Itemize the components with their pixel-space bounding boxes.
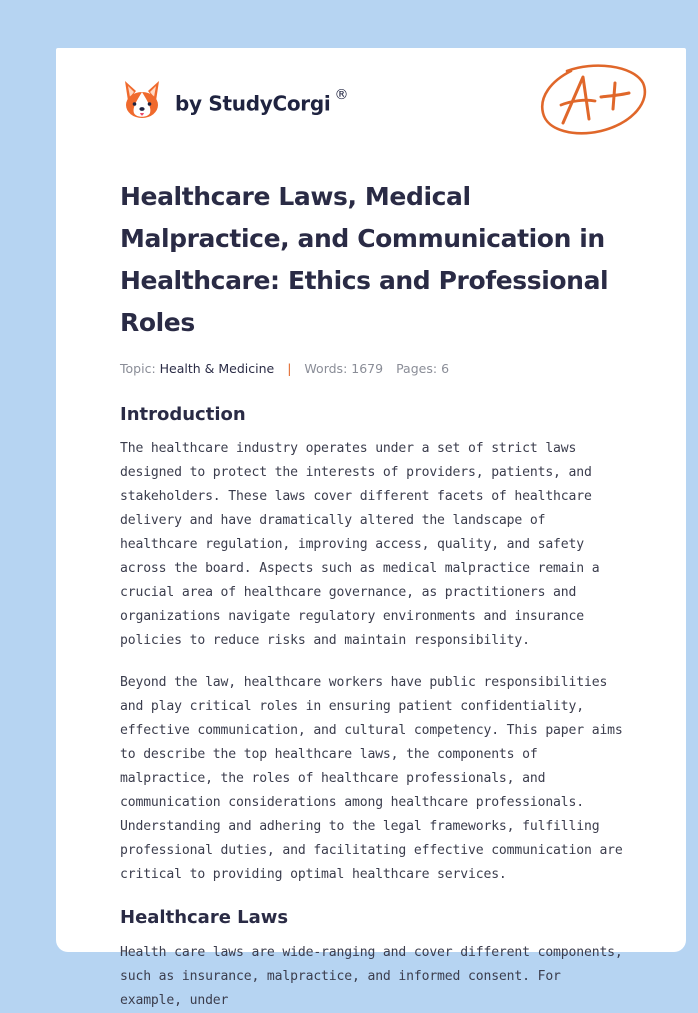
article-meta [120,361,630,376]
topic-link[interactable]: Health & Medicine [159,361,275,376]
grade-badge-text: A+ [537,59,539,60]
registered-mark: ® [334,86,349,103]
section-heading-introduction: Introduction [120,404,246,425]
a-plus-grade-badge [537,59,649,139]
meta-separator: | [287,361,292,376]
brand-name: by StudyCorgi ® [175,86,349,116]
topic-label: Topic: [120,361,156,376]
document-page [56,48,686,1008]
corgi-icon [122,77,162,121]
pages-label: Pages: [396,361,438,376]
paragraph: Health care laws are wide-ranging and cover different components, such as insurance, malpractice, and informed consent. For example, under [120,945,623,1008]
paragraph: Beyond the law, healthcare workers have public responsibilities and play critical roles in ensuring patient confidentiality, effective communication, and cultural competency. This paper aims to describe the top healthcare laws, the components of malpractice, the roles of healthcare professionals, and communication considerations among healthcare professionals. Understanding and adhering to the legal frameworks, fulfilling professional duties, and facilitating effective communication are critical to providing optimal healthcare services. [120,675,623,882]
article-title: Healthcare Laws, Medical Malpractice, and Communication in Healthcare: Ethics and Professional Roles [120,182,609,337]
studycorgi-logo[interactable] [122,76,348,122]
section-heading-healthcare-laws: Healthcare Laws [120,907,289,928]
article [120,176,630,1013]
word-count: 1679 [351,361,384,376]
words-label: Words: [304,361,348,376]
page-count: 6 [441,361,450,376]
paragraph: The healthcare industry operates under a set of strict laws designed to protect the interests of providers, patients, and stakeholders. These laws cover different facets of healthcare delivery and have dramatically altered the landscape of healthcare regulation, improving access, quality, and safety across the board. Aspects such as medical malpractice remain a crucial area of healthcare governance, as practitioners and organizations navigate regulatory environments and insurance policies to reduce risks and maintain responsibility. [120,441,600,648]
